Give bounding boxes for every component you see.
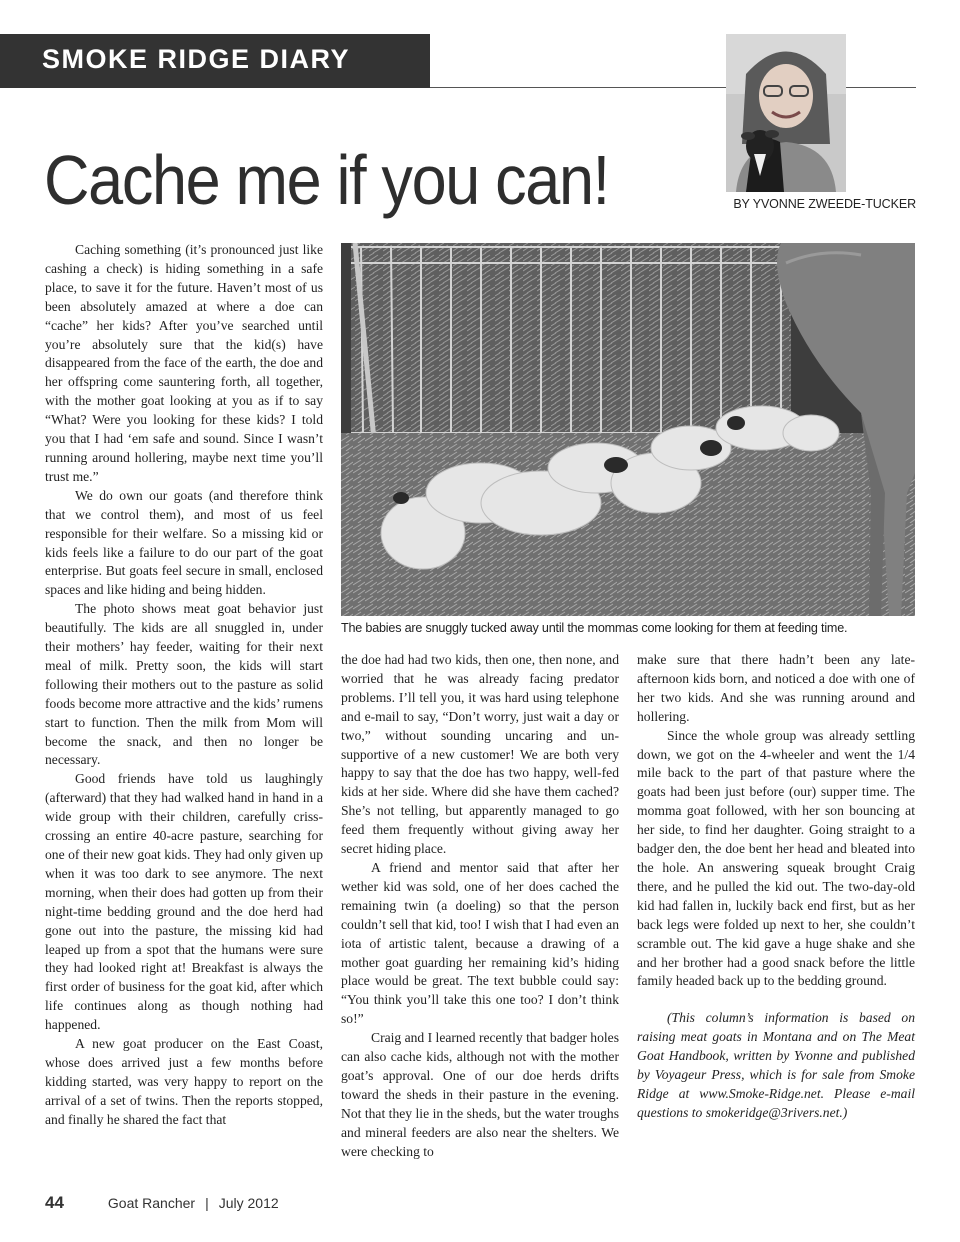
article-column-2 — [341, 651, 619, 1161]
article-headline: Cache me if you can! — [44, 141, 609, 219]
section-header-bar — [0, 34, 430, 88]
byline: BY YVONNE ZWEEDE-TUCKER — [733, 197, 916, 211]
article-column-3 — [637, 651, 915, 1123]
paragraph: The photo shows meat goat behavior just beautifully. The kids are all snuggled in, under their mothers’ hay feeder, waiting for their next meal of milk. Pretty soon, the kids will start following their mothers out to the pasture as solid foods become more attractive and the kids’ rumens start to function. Then the milk from Mom will become the snack, and then no longer be necessary. — [45, 601, 323, 768]
page-footer — [45, 1193, 279, 1213]
paragraph: Caching something (it’s pronounced just like cashing a check) is hiding something in a safe place, to save it for the future. Haven’t most of us been absolutely amazed at where a doe can “cache” her kids? After you’ve searched until you’re absolutely sure that the kid(s) have disappeared from the face of the earth, the doe and her offspring come sauntering forth, all together, with the mother goat looking at you as if to say “What? Were you looking for these kids? I told you that I had ‘em safe and sound. Since I wasn’t running around hollering, maybe next time you’ll trust me.” — [45, 242, 323, 484]
paragraph: A friend and mentor said that after her wether kid was sold, one of her does cached the remaining twin (a doeling) so that the person couldn’t sell that kid, too! I wish that I had even an iota of artistic talent, because a drawing of a mother goat guarding her remaining kid’s hiding place would be great. The text bubble could say: “You think you’ll take this one too? I don’t think so!” — [341, 859, 619, 1027]
paragraph: A new goat producer on the East Coast, whose does arrived just a few months before kidding started, was very happy to report on the arrival of a set of twins. Then the reports stopped, and finally he shared the fact that — [45, 1036, 323, 1127]
photo-caption: The babies are snuggly tucked away until the mommas come looking for them at feeding time. — [341, 621, 848, 635]
footer-separator: | — [205, 1195, 209, 1211]
paragraph: Good friends have told us laughingly (afterward) that they had walked hand in hand in a wide group with their children, carefully criss-crossing an entire 40-acre pasture, searching for one of their new goat kids. They had only given up when it was too dark to see anymore. The next morning, when their does had gotten up from their night-time bedding ground and the doe herd had gone out into the pasture, the missing kid had leaped up from a spot that the humans were sure they had looked right at! Breakfast is always the first order of business for the goat kid, after which life continues along as though nothing had happened. — [45, 771, 323, 1033]
goat-kids-photo — [341, 243, 915, 616]
paragraph: We do own our goats (and therefore think that we control them), and most of us feel responsible for their welfare. So a missing kid or kids feels like a failure to do our part of the goat enterprise. But goats feel secure in small, enclosed spaces and like hiding and being hidden. — [45, 487, 323, 598]
paragraph: Craig and I learned recently that badger holes can also cache kids, although not with the mother goat’s approval. One of our doe herds drifts toward the sheds in their pasture in the evening. Not that they lie in the sheds, but the water troughs and mineral feeders are also near the shelters. We were checking to — [341, 1030, 619, 1159]
author-note: (This column’s information is based on raising meat goats in Montana and on The Meat Goat Handbook, written by Yvonne and published by Voyageur Press, which is for sale from Smoke Ridge at www.Smoke-Ridge.net. Please e-mail questions to smokeridge@3rivers.net.) — [637, 1010, 915, 1120]
issue-date: July 2012 — [218, 1195, 279, 1211]
page-number: 44 — [45, 1193, 64, 1212]
paragraph: make sure that there hadn’t been any late-afternoon kids born, and noticed a doe with one of her two kids. And she was running around and hollering. — [637, 652, 915, 724]
paragraph: Since the whole group was already settling down, we got on the 4-wheeler and went the 1/4 mile back to the part of that pasture where the goats had been just before (our) supper time. The momma goat followed, with her son bouncing at her side, to find her daughter. Going straight to a badger den, the doe bent her head and bleated into the hole. An answering squeak brought Craig there, and he pulled the kid out. The two-day-old kid had fallen in, luckily back end first, but as her back legs were folded up next to her, she couldn’t scramble out. The kid gave a huge shake and she and her brother had a good snack before the little family headed back up to the bedding ground. — [637, 727, 915, 989]
author-photo — [726, 34, 846, 192]
article-column-1 — [45, 241, 323, 1130]
section-label: SMOKE RIDGE DIARY — [42, 44, 351, 74]
paragraph: the doe had had two kids, then one, then none, and worried that he was already facing predator problems. I’ll tell you, it was hard using telephone and e-mail to say, “Don’t worry, just wait a day or two,” without sounding uncaring and un-supportive of a new customer! We are both very happy to say that the doe has two happy, well-fed kids at her side. Where did she have them cached? She’s not telling, but apparently managed to go feed them frequently without giving away her secret hiding place. — [341, 652, 619, 857]
goat-kids-photo-illustration — [341, 243, 915, 616]
publication-name: Goat Rancher — [107, 1195, 196, 1211]
author-photo-illustration — [726, 34, 846, 192]
